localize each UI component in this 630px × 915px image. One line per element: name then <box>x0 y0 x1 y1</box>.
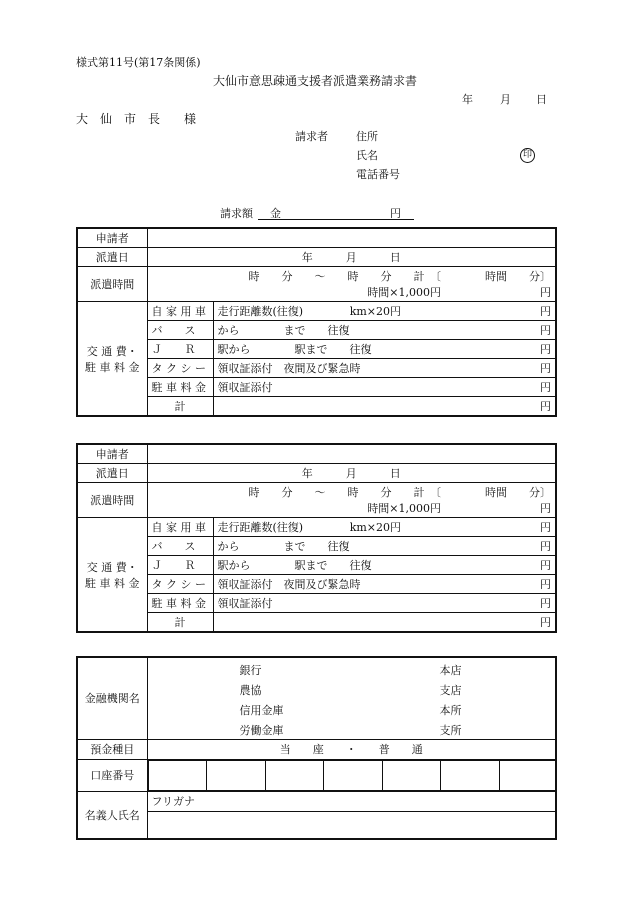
bank-option: 銀行 <box>239 664 262 678</box>
amount-field[interactable]: 金 円 <box>258 205 414 220</box>
transport-detail-field[interactable]: 領収証添付 夜間及び緊急時 円 <box>213 359 556 378</box>
transport-detail-field[interactable]: 領収証添付 円 <box>213 594 556 613</box>
branch-option: 支所 <box>439 724 462 738</box>
transport-detail-field[interactable]: 駅から 駅まで 往復 円 <box>213 340 556 359</box>
digit-box[interactable] <box>324 760 383 790</box>
name-label: 氏名 <box>356 149 378 162</box>
hourly-rate: 時間×1,000円 <box>367 502 441 515</box>
dispatch-table-2 <box>76 443 557 633</box>
form-title: 大仙市意思疎通支援者派遣業務請求書 <box>213 74 418 88</box>
transport-label: 交 通 費・ 駐 車 料 金 <box>77 518 147 633</box>
institution-field[interactable] <box>147 657 556 739</box>
transport-type: 自 家 用 車 <box>147 518 213 537</box>
dispatch-time-label: 派遣時間 <box>77 483 147 518</box>
branch-option: 本店 <box>439 664 462 678</box>
form-number: 様式第11号(第17条関係) <box>76 56 201 69</box>
institution-label: 金融機関名 <box>77 657 147 739</box>
transport-type: 計 <box>147 613 213 633</box>
address-label: 住所 <box>356 130 378 143</box>
dispatch-time-label: 派遣時間 <box>77 267 147 302</box>
applicant-field[interactable] <box>147 444 556 464</box>
time-range: 時 分 ～ 時 分 計 〔 時間 分〕 <box>248 486 551 499</box>
addressee: 大 仙 市 長 様 <box>76 112 197 126</box>
transport-type: 自 家 用 車 <box>147 302 213 321</box>
holder-name-field[interactable] <box>147 811 556 839</box>
digit-box[interactable] <box>382 760 441 790</box>
branch-option: 本所 <box>439 704 462 718</box>
transport-detail-field[interactable]: から まで 往復 円 <box>213 537 556 556</box>
transport-detail-field[interactable]: 走行距離数(往復) km×20円 円 <box>213 518 556 537</box>
deposit-type-field[interactable]: 当 座 ・ 普 通 <box>147 739 556 759</box>
transport-detail-field[interactable]: 領収証添付 円 <box>213 378 556 397</box>
transport-type: 駐 車 料 金 <box>147 378 213 397</box>
dispatch-date-field[interactable]: 年 月 日 <box>147 464 556 483</box>
applicant-label: 申請者 <box>77 228 147 248</box>
transport-label: 交 通 費・ 駐 車 料 金 <box>77 302 147 417</box>
dispatch-date-label: 派遣日 <box>77 248 147 267</box>
transport-detail-field[interactable]: 円 <box>213 613 556 633</box>
transport-type: 駐 車 料 金 <box>147 594 213 613</box>
furigana-field[interactable]: フリガナ <box>147 791 556 811</box>
bank-table <box>76 656 557 840</box>
time-range: 時 分 ～ 時 分 計 〔 時間 分〕 <box>248 270 551 283</box>
transport-type: タ ク シ ー <box>147 359 213 378</box>
transport-type: Ｊ Ｒ <box>147 340 213 359</box>
account-number-field[interactable] <box>147 759 556 791</box>
bank-option: 農協 <box>239 684 262 698</box>
digit-box[interactable] <box>441 760 500 790</box>
transport-type: バ ス <box>147 537 213 556</box>
dispatch-date-field[interactable]: 年 月 日 <box>147 248 556 267</box>
account-number-label: 口座番号 <box>77 759 147 791</box>
requester-label: 請求者 <box>295 130 328 143</box>
transport-detail-field[interactable]: 領収証添付 夜間及び緊急時 円 <box>213 575 556 594</box>
digit-box[interactable] <box>500 760 555 790</box>
amount-label: 請求額 <box>220 207 253 220</box>
hourly-rate: 時間×1,000円 <box>367 286 441 299</box>
branch-option: 支店 <box>439 684 462 698</box>
date-month: 月 <box>500 93 511 106</box>
seal-mark: 印 <box>520 147 535 163</box>
transport-type: 計 <box>147 397 213 417</box>
bank-option: 信用金庫 <box>239 704 284 718</box>
holder-label: 名義人氏名 <box>77 791 147 839</box>
applicant-field[interactable] <box>147 228 556 248</box>
date-day: 日 <box>536 93 547 106</box>
transport-type: タ ク シ ー <box>147 575 213 594</box>
digit-box[interactable] <box>148 760 207 790</box>
bank-option: 労働金庫 <box>239 724 284 738</box>
dispatch-table-1 <box>76 227 557 417</box>
transport-detail-field[interactable]: 駅から 駅まで 往復 円 <box>213 556 556 575</box>
digit-box[interactable] <box>207 760 266 790</box>
digit-box[interactable] <box>265 760 324 790</box>
transport-type: バ ス <box>147 321 213 340</box>
transport-type: Ｊ Ｒ <box>147 556 213 575</box>
yen-unit: 円 <box>540 502 551 515</box>
yen-unit: 円 <box>540 286 551 299</box>
dispatch-time-field[interactable] <box>147 483 556 518</box>
deposit-type-label: 預金種目 <box>77 739 147 759</box>
transport-detail-field[interactable]: から まで 往復 円 <box>213 321 556 340</box>
dispatch-time-field[interactable] <box>147 267 556 302</box>
applicant-label: 申請者 <box>77 444 147 464</box>
dispatch-date-label: 派遣日 <box>77 464 147 483</box>
transport-detail-field[interactable]: 走行距離数(往復) km×20円 円 <box>213 302 556 321</box>
phone-label: 電話番号 <box>356 168 400 181</box>
transport-detail-field[interactable]: 円 <box>213 397 556 417</box>
date-year: 年 <box>462 93 473 106</box>
